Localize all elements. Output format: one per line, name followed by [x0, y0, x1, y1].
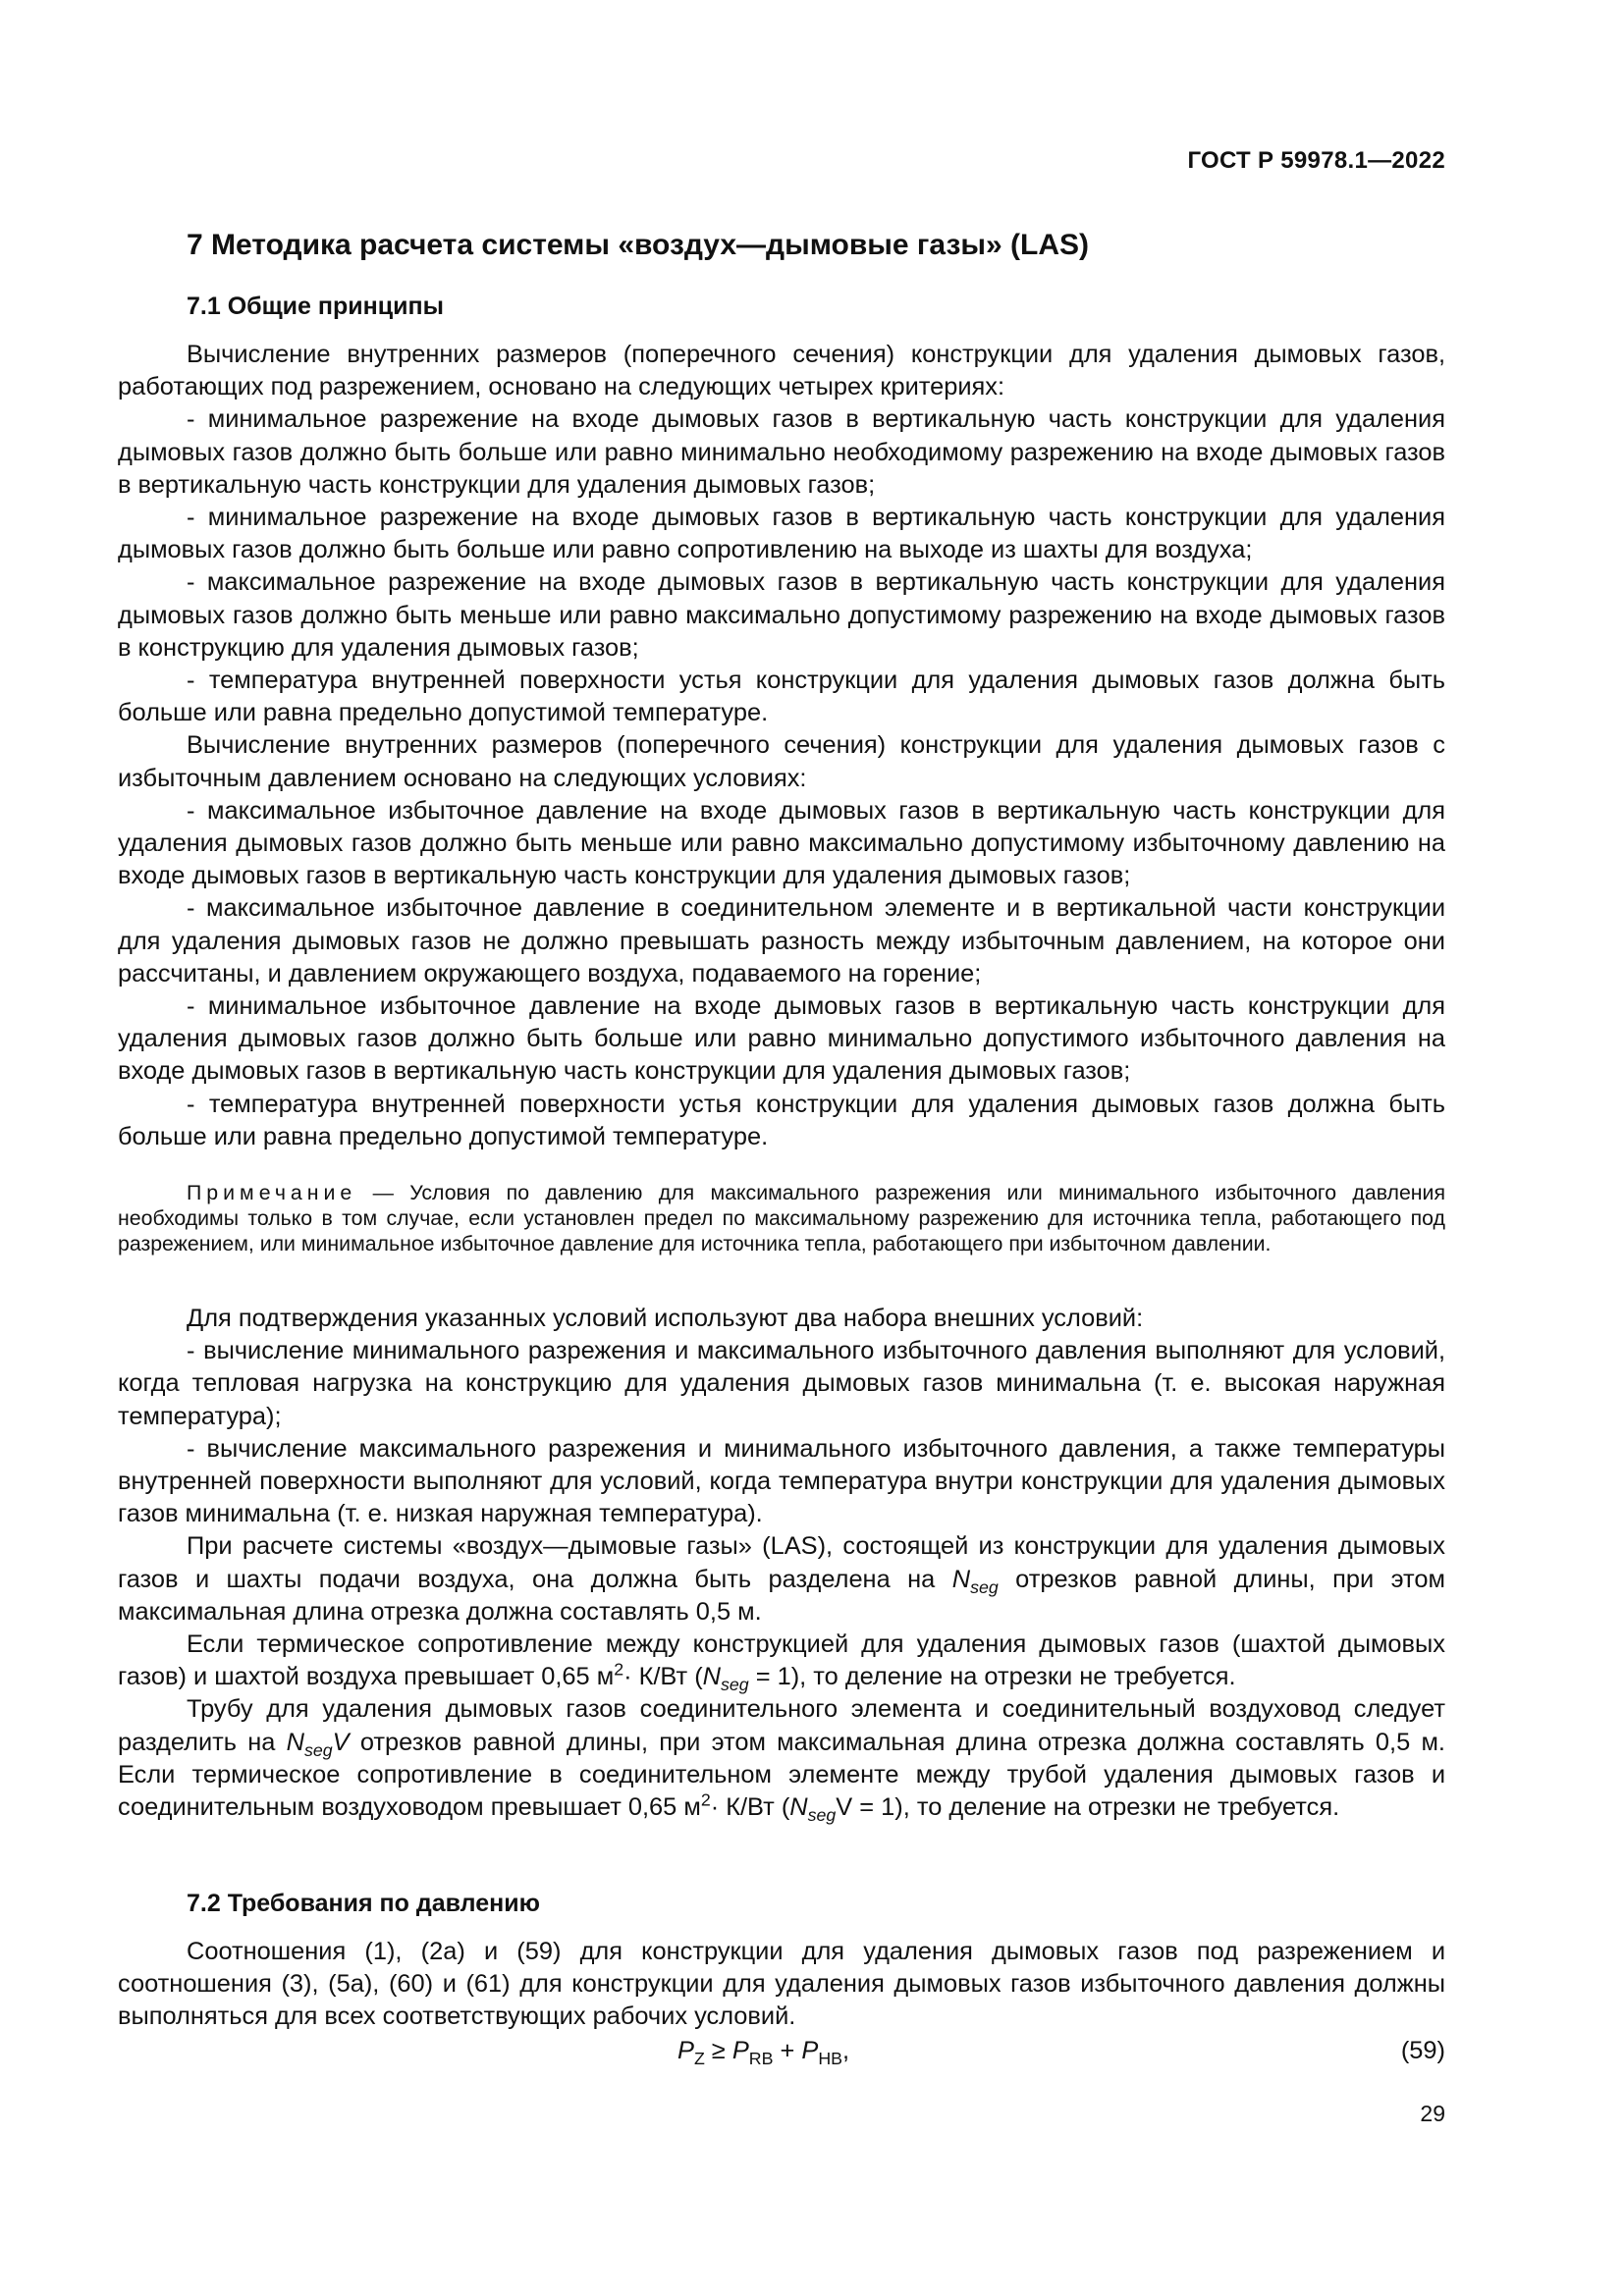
section-7-1-body-continued	[118, 1303, 1445, 1824]
section-7-2-body	[118, 1936, 1445, 2034]
list-item: - максимальное избыточное давление на входе дымовых газов в вертикальную часть конструкции для удаления дымовых газов должно быть меньше или равно максимально допустимому избыточному давлению на входе дымовых газов в вертикальную часть конструкции для удаления дымовых газов;	[118, 796, 1445, 890]
list-item: - вычисление минимального разрежения и максимального избыточного давления выполняют для условий, когда тепловая нагрузка на конструкцию для удаления дымовых газов минимальна (т. е. высокая наружная температура);	[118, 1337, 1445, 1430]
subsection-title-7-1: 7.1 Общие принципы	[187, 293, 444, 320]
list-item: - минимальное избыточное давление на входе дымовых газов в вертикальную часть конструкции для удаления дымовых газов должно быть больше или равно минимально допустимого избыточного давления на входе дымовых газов в вертикальную часть конструкции для удаления дымовых газов;	[118, 992, 1445, 1086]
list-item: - температура внутренней поверхности устья конструкции для удаления дымовых газов должна быть больше или равна предельно допустимой температуре.	[118, 667, 1445, 727]
note	[118, 1180, 1445, 1256]
list-item: - температура внутренней поверхности устья конструкции для удаления дымовых газов должна быть больше или равна предельно допустимой температуре.	[118, 1090, 1445, 1150]
note-label: Примечание	[187, 1181, 357, 1204]
paragraph: Для подтверждения указанных условий используют два набора внешних условий:	[187, 1305, 1144, 1332]
section-7-1-body	[118, 339, 1445, 1153]
list-item: - минимальное разрежение на входе дымовых газов в вертикальную часть конструкции для удаления дымовых газов должно быть больше или равно минимально необходимому разрежению на входе дымовых газов в вертикальную часть конструкции для удаления дымовых газов;	[118, 405, 1445, 499]
list-item: - максимальное избыточное давление в соединительном элементе и в вертикальной части конструкции для удаления дымовых газов не должно превышать разность между избыточным давлением, на которое они рассчитаны, и давлением окружающего воздуха, подаваемого на горение;	[118, 894, 1445, 988]
list-item: - вычисление максимального разрежения и минимального избыточного давления, а также температуры внутренней поверхности выполняют для условий, когда температура внутри конструкции для удаления дымовых газов минимальна (т. е. низкая наружная температура).	[118, 1434, 1445, 1528]
document-id: ГОСТ Р 59978.1—2022	[1187, 147, 1445, 174]
paragraph: При расчете системы «воздух—дымовые газы» (LAS), состоящей из конструкции для удаления дымовых газов и шахты подачи воздуха, она должна быть разделена на $N_{seg}$ отрезков равной длины, при этом максимальная длина отрезка должна составлять 0,5 м.	[118, 1532, 1445, 1626]
paragraph: Трубу для удаления дымовых газов соединительного элемента и соединительный воздуховод следует разделить на $N_{seg}V$ отрезков равной длины, при этом максимальная длина отрезка должна составлять 0,5 м. Если термическое сопротивление в соединительном элементе между трубой удаления дымовых газов и соединительным воздуховодом превышает 0,65 $м^2\cdot К/Вт$ $(N_{seg}V = 1)$, то деление на отрезки не требуется.	[118, 1695, 1445, 1826]
formula-number: (59)	[1400, 2037, 1445, 2064]
paragraph: Если термическое сопротивление между конструкцией для удаления дымовых газов (шахтой дымовых газов) и шахтой воздуха превышает 0,65 $м^2\cdot К/Вт$ $(N_{seg} = 1)$, то деление на отрезки не требуется.	[118, 1630, 1445, 1695]
paragraph: Соотношения (1), (2а) и (59) для конструкции для удаления дымовых газов под разрежением и соотношения (3), (5а), (60) и (61) для конструкции для удаления дымовых газов избыточного давления должны выполняться для всех соответствующих рабочих условий.	[118, 1938, 1445, 2031]
subsection-title-7-2: 7.2 Требования по давлению	[187, 1890, 540, 1917]
formula-expression: $P_Z \ge P_{RB} + P_{HB}$,	[677, 2037, 850, 2069]
page-number: 29	[1420, 2101, 1445, 2126]
list-item: - минимальное разрежение на входе дымовых газов в вертикальную часть конструкции для удаления дымовых газов должно быть больше или равно сопротивлению на выходе из шахты для воздуха;	[118, 504, 1445, 564]
paragraph: Вычисление внутренних размеров (поперечного сечения) конструкции для удаления дымовых газов с избыточным давлением основано на следующих условиях:	[118, 731, 1445, 792]
section-title: 7 Методика расчета системы «воздух—дымовые газы» (LAS)	[187, 229, 1089, 261]
list-item: - максимальное разрежение на входе дымовых газов в вертикальную часть конструкции для удаления дымовых газов должно быть меньше или равно максимально допустимому разрежению на входе дымовых газов в конструкцию для удаления дымовых газов;	[118, 568, 1445, 662]
paragraph: Вычисление внутренних размеров (поперечного сечения) конструкции для удаления дымовых газов, работающих под разрежением, основано на следующих четырех критериях:	[118, 341, 1445, 401]
note-text: — Условия по давлению для максимального разрежения или минимального избыточного давления необходимы только в том случае, если установлен предел по максимальному разрежению для источника тепла, работающего под разрежением, или минимальное избыточное давление для источника тепла, работающего при избыточном давлении.	[118, 1181, 1445, 1255]
